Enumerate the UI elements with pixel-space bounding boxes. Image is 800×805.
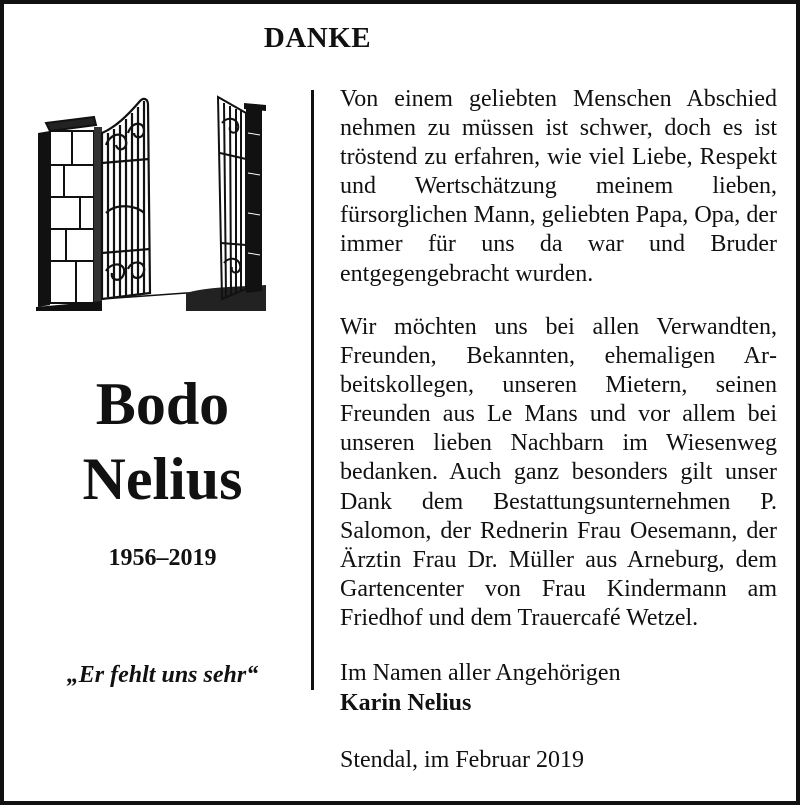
motto-quote: „Er fehlt uns sehr“ — [66, 662, 259, 688]
signature-intro: Im Namen aller Angehörigen — [340, 660, 621, 686]
left-pillar — [46, 117, 96, 303]
right-gate-leaf — [218, 97, 246, 299]
thanks-paragraph-1: Von einem geliebten Menschen Abschied nehmen zu müssen ist schwer, doch es ist tröstend zu erfahren, wie viel Liebe, Respekt und Wertschätzung meinem lieben, fürsorglichen Mann, geliebten Papa, Opa, der immer für uns da war und Bruder entgegengebracht wurden. — [340, 86, 777, 287]
place-date: Stendal, im Februar 2019 — [340, 747, 584, 773]
deceased-last-name: Nelius — [82, 446, 243, 512]
column-divider — [311, 90, 314, 690]
notice-heading: DANKE — [263, 22, 372, 54]
left-gate-leaf — [102, 99, 150, 299]
signature-name: Karin Nelius — [340, 690, 472, 716]
deceased-first-name: Bodo — [95, 371, 230, 437]
thanks-paragraph-2: Wir möchten uns bei allen Verwandten, Freunden, Bekannten, ehemaligen Arbeitskollegen, unseren Mietern, seinen Freunden aus Le Mans und vor allem bei unseren lieben Nachbarn im Wiesenweg bedanken. Auch ganz besonders gilt unser Dank dem Bestattungsunternehmen P. Salomon, der Rednerin Frau Oesemann, der Ärztin Frau Dr. Müller aus Arneburg, dem Gartencenter von Frau Kindermann am Friedhof und dem Trauercafé Wetzel. — [340, 314, 777, 631]
open-gate-icon — [36, 93, 266, 311]
life-years: 1956–2019 — [108, 545, 217, 571]
